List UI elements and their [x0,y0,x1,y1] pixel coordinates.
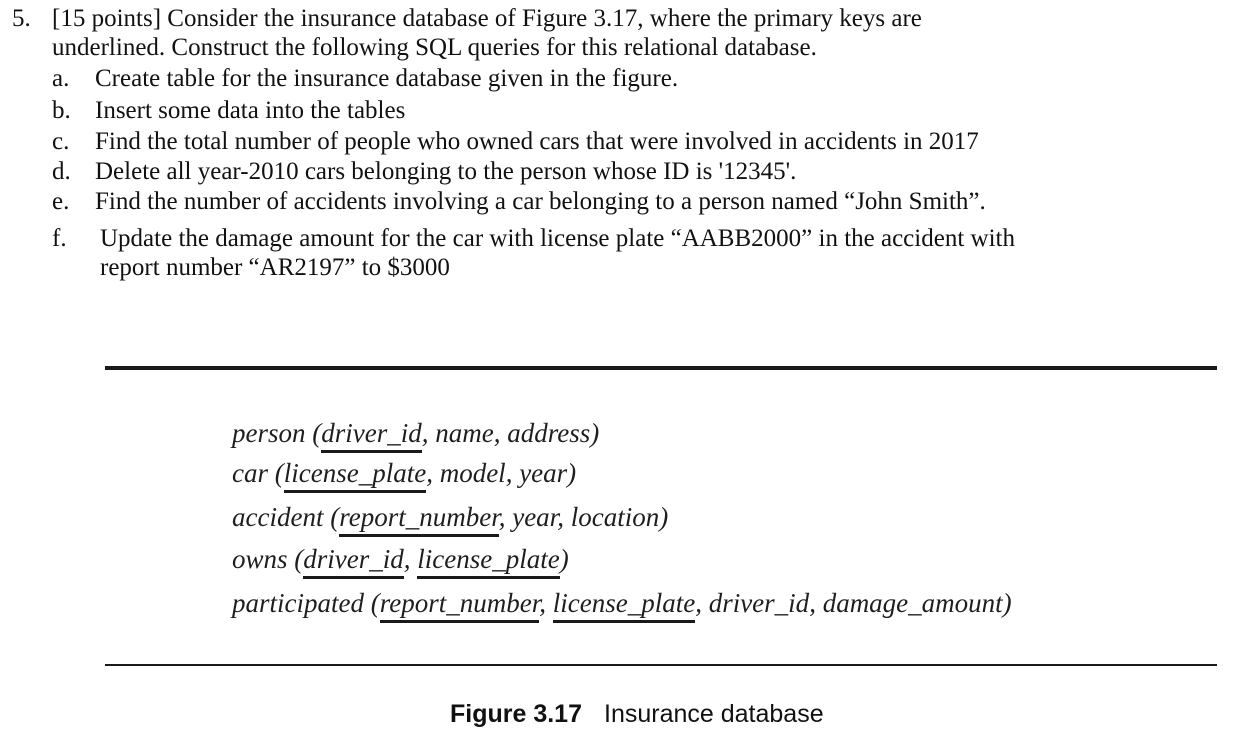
primary-key-attribute: driver_id [303,544,404,579]
attribute: year [512,502,558,532]
relation-person: person (driver_id, name, address) [232,417,599,449]
part-letter: d. [52,158,71,185]
part-letter: b. [52,97,71,124]
part-letter: c. [52,128,70,155]
question-intro [52,4,1152,62]
relation-accident: accident (report_number, year, location) [232,501,668,533]
primary-key-attribute: license_plate [284,458,426,493]
attribute: name [435,418,494,448]
relation-name: accident [232,502,324,532]
relation-participated: participated (report_number, license_plate, driver_id, damage_amount) [232,587,1012,619]
part-text-line: Insert some data into the tables [95,97,406,124]
part-text-line: Find the total number of people who owned cars that were involved in accidents in 2017 [95,128,979,155]
relation-name: participated [232,588,364,618]
primary-key-attribute: license_plate [417,544,559,579]
part-text-line: Update the damage amount for the car with license plate “AABB2000” in the accident with [100,225,1015,252]
attribute: driver_id [708,588,810,618]
attribute: address [507,418,591,448]
primary-key-attribute: license_plate [553,588,695,623]
part-text [95,96,1175,125]
question-number: 5. [12,5,31,32]
part-letter: f. [52,225,67,252]
figure-top-rule [105,366,1217,370]
part-letter: a. [52,65,70,92]
part-text [95,157,1175,186]
question-intro-line-1: [15 points] Consider the insurance database of Figure 3.17, where the primary keys are [52,5,922,32]
figure-caption-title: Insurance database [604,700,824,728]
attribute: damage_amount [822,588,1003,618]
part-text-line: Find the number of accidents involving a car belonging to a person named “John Smith”. [95,188,986,215]
part-text [95,187,1175,216]
relation-owns: owns (driver_id, license_plate) [232,543,569,575]
relation-name: person [232,418,306,448]
figure-bottom-rule [105,664,1217,666]
part-text-line: Delete all year-2010 cars belonging to the person whose ID is '12345'. [95,158,797,185]
attribute: year [519,458,568,488]
figure-caption [450,700,824,729]
figure-caption-label: Figure 3.17 [450,700,582,728]
part-text [100,224,1180,282]
attribute: location [570,502,660,532]
part-text [95,64,1175,93]
relation-car: car (license_plate, model, year) [232,457,576,489]
attribute: model [439,458,506,488]
primary-key-attribute: report_number [380,588,540,623]
question-intro-line-2: underlined. Construct the following SQL queries for this relational database. [52,34,817,61]
part-text [95,127,1175,156]
part-text-line: report number “AR2197” to $3000 [100,254,450,281]
part-text-line: Create table for the insurance database given in the figure. [95,65,679,92]
relation-name: car [232,458,268,488]
primary-key-attribute: driver_id [321,418,422,453]
part-letter: e. [52,188,70,215]
relation-name: owns [232,544,288,574]
primary-key-attribute: report_number [339,502,499,537]
